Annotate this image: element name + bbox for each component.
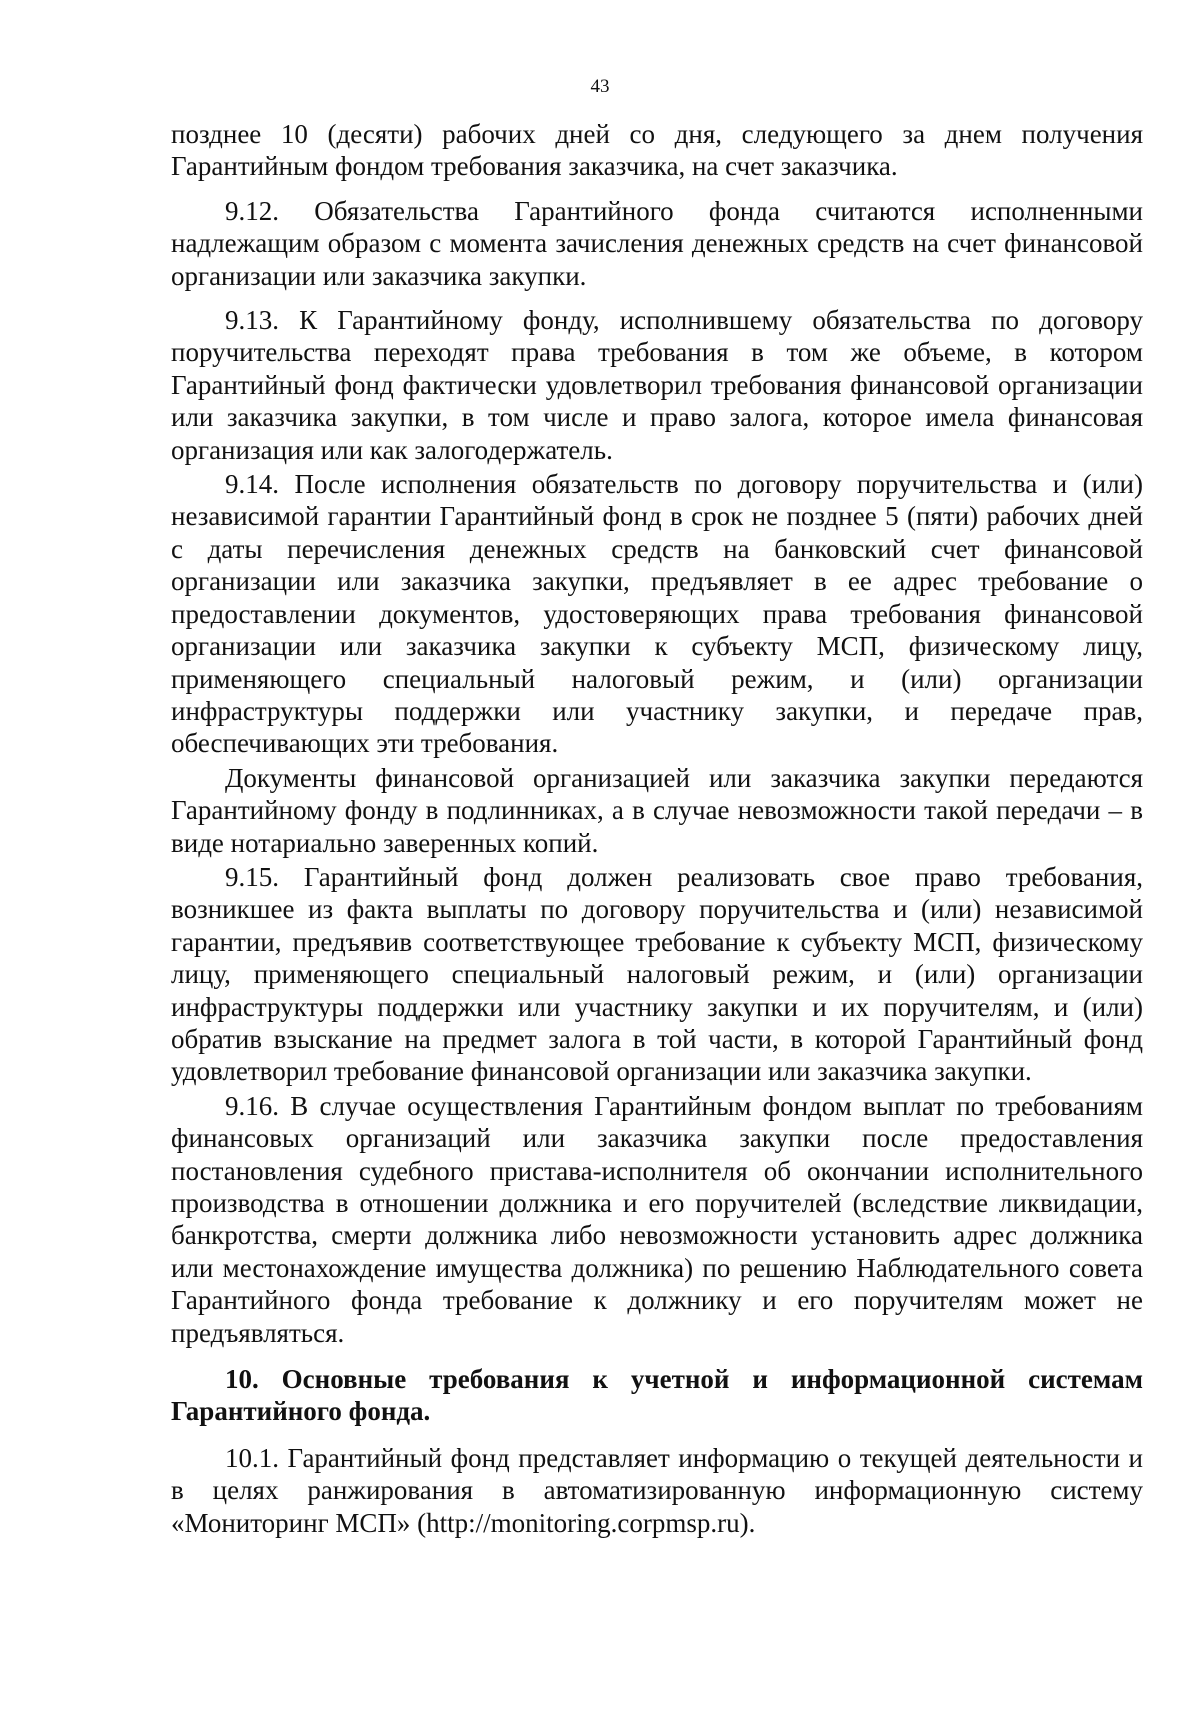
- document-body: [171, 118, 1143, 1539]
- paragraph-9-14: 9.14. После исполнения обязательств по договору поручительства и (или) независимой гарантии Гарантийный фонд в срок не позднее 5 (пяти) рабочих дней с даты перечисления денежных средств на банковский счет финансовой организации или заказчика закупки, предъявляет в ее адрес требование о предоставлении документов, удостоверяющих права требования финансовой организации или заказчика закупки к субъекту МСП, физическому лицу, применяющего специальный налоговый режим, и (или) организации инфраструктуры поддержки или участнику закупки, и передаче прав, обеспечивающих эти требования.: [171, 469, 1143, 759]
- paragraph-10-1: 10.1. Гарантийный фонд представляет информацию о текущей деятельности и в целях ранжирования в автоматизированную информационную систему «Мониторинг МСП» (http://monitoring.corpmsp.ru).: [171, 1442, 1143, 1538]
- paragraph-9-15: 9.15. Гарантийный фонд должен реализовать свое право требования, возникшее из факта выплаты по договору поручительства и (или) независимой гарантии, предъявив соответствующее требование к субъекту МСП, физическому лицу, применяющего специальный налоговый режим, и (или) организации инфраструктуры поддержки или участнику закупки и их поручителям, и (или) обратив взыскание на предмет залога в той части, в которой Гарантийный фонд удовлетворил требование финансовой организации или заказчика закупки.: [171, 861, 1143, 1087]
- section-10-heading: 10. Основные требования к учетной и информационной системам Гарантийного фонда.: [171, 1364, 1143, 1427]
- paragraph-9-16: 9.16. В случае осуществления Гарантийным фондом выплат по требованиям финансовых организаций или заказчика закупки после предоставления постановления судебного пристава-исполнителя об окончании исполнительного производства в отношении должника и его поручителей (вследствие ликвидации, банкротства, смерти должника либо невозможности установить адрес должника или местонахождение имущества должника) по решению Наблюдательного совета Гарантийного фонда требование к должнику и его поручителям может не предъявляться.: [171, 1090, 1143, 1348]
- paragraph-documents-transfer: Документы финансовой организацией или заказчика закупки передаются Гарантийному фонду в подлинниках, а в случае невозможности такой передачи – в виде нотариально заверенных копий.: [171, 762, 1143, 858]
- paragraph-9-13: 9.13. К Гарантийному фонду, исполнившему обязательства по договору поручительства переходят права требования в том же объеме, в котором Гарантийный фонд фактически удовлетворил требования финансовой организации или заказчика закупки, в том числе и право залога, которое имела финансовая организация или как залогодержатель.: [171, 305, 1143, 465]
- page-number: 43: [590, 76, 610, 97]
- paragraph-continuation: позднее 10 (десяти) рабочих дней со дня, следующего за днем получения Гарантийным фондом требования заказчика, на счет заказчика.: [171, 119, 1143, 182]
- paragraph-9-12: 9.12. Обязательства Гарантийного фонда считаются исполненными надлежащим образом с момента зачисления денежных средств на счет финансовой организации или заказчика закупки.: [171, 195, 1143, 291]
